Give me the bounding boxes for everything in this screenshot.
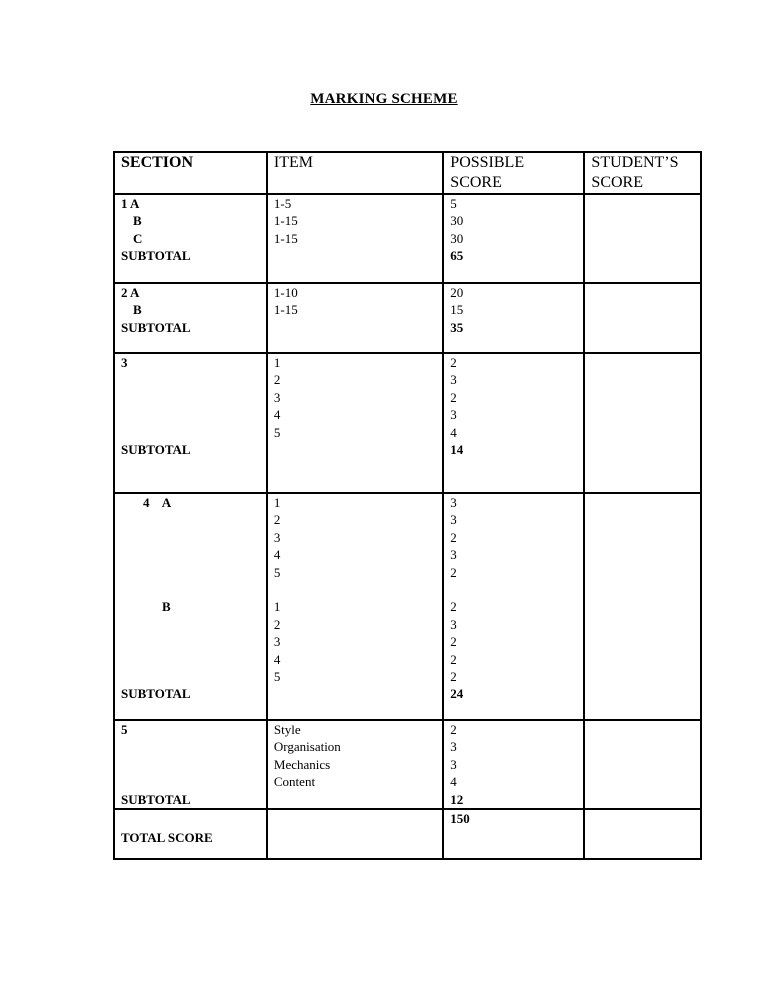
subtotal-label: SUBTOTAL <box>121 441 191 457</box>
section-cell <box>114 194 267 283</box>
item-value: 3 <box>273 529 281 545</box>
students-score-cell[interactable] <box>584 493 701 720</box>
possible-score-cell <box>443 283 584 353</box>
header-section: SECTION <box>114 152 267 194</box>
item-value: 1-10 <box>273 285 298 300</box>
section-cell <box>114 353 267 493</box>
marking-scheme-table <box>113 151 702 860</box>
score-value: 30 <box>450 230 464 246</box>
header-row <box>114 152 701 194</box>
item-value: 5 <box>273 564 281 580</box>
score-value: 4 <box>450 774 457 790</box>
section-label: 1 A <box>121 196 140 211</box>
item-value: Content <box>273 774 316 790</box>
subtotal-label: SUBTOTAL <box>121 248 191 264</box>
item-value: Mechanics <box>273 756 331 772</box>
score-value: 3 <box>450 407 457 423</box>
item-value: 2 <box>273 616 281 632</box>
score-value: 15 <box>450 302 464 318</box>
item-value: 5 <box>273 668 281 684</box>
table-row-section-1 <box>114 194 701 283</box>
score-value: 20 <box>450 285 464 300</box>
possible-score-cell <box>443 493 584 720</box>
section-label: B <box>133 302 142 318</box>
item-value: 1-15 <box>273 213 298 229</box>
score-value: 3 <box>450 616 457 632</box>
item-cell <box>267 809 443 859</box>
item-cell <box>267 194 443 283</box>
section-cell <box>114 493 267 720</box>
score-value: 2 <box>450 722 457 737</box>
total-score-value: 150 <box>450 811 470 826</box>
possible-score-cell <box>443 194 584 283</box>
students-score-cell[interactable] <box>584 809 701 859</box>
section-label: 2 A <box>121 285 140 300</box>
item-value: 1-15 <box>273 302 298 318</box>
section-label: 5 <box>121 722 128 737</box>
subtotal-value: 65 <box>450 248 464 264</box>
score-value: 2 <box>450 355 457 370</box>
subtotal-label: SUBTOTAL <box>121 686 191 702</box>
score-value: 5 <box>450 196 457 211</box>
item-value: Organisation <box>273 739 341 755</box>
header-item: ITEM <box>267 152 443 194</box>
score-value: 3 <box>450 372 457 388</box>
document-title: MARKING SCHEME <box>310 91 458 107</box>
score-value: 2 <box>450 668 457 684</box>
score-value: 2 <box>450 599 457 615</box>
score-value: 2 <box>450 389 457 405</box>
subtotal-value: 14 <box>450 441 464 457</box>
students-score-cell[interactable] <box>584 353 701 493</box>
table-row-section-3 <box>114 353 701 493</box>
students-score-cell[interactable] <box>584 720 701 809</box>
subtotal-value: 24 <box>450 686 464 702</box>
header-students-score: STUDENT’S SCORE <box>584 152 701 194</box>
section-label: 4 A <box>143 495 172 510</box>
item-cell <box>267 283 443 353</box>
possible-score-cell <box>443 809 584 859</box>
score-value: 2 <box>450 564 457 580</box>
item-cell <box>267 493 443 720</box>
section-cell <box>114 283 267 353</box>
score-value: 30 <box>450 213 464 229</box>
item-value: 1-15 <box>273 230 298 246</box>
subtotal-value: 35 <box>450 319 464 335</box>
table-row-total <box>114 809 701 859</box>
score-value: 3 <box>450 739 457 755</box>
score-value: 4 <box>450 424 457 440</box>
section-label: B <box>133 213 142 229</box>
possible-score-cell <box>443 353 584 493</box>
section-label: C <box>133 230 143 246</box>
table-row-section-4 <box>114 493 701 720</box>
score-value: 2 <box>450 529 457 545</box>
score-value: 3 <box>450 495 457 510</box>
item-value: 2 <box>273 372 281 388</box>
subtotal-label: SUBTOTAL <box>121 319 191 335</box>
score-value: 3 <box>450 512 457 528</box>
item-value: 3 <box>273 389 281 405</box>
table-row-section-5 <box>114 720 701 809</box>
subtotal-label: SUBTOTAL <box>121 791 191 807</box>
score-value: 2 <box>450 651 457 667</box>
item-cell <box>267 353 443 493</box>
subtotal-value: 12 <box>450 791 464 807</box>
students-score-cell[interactable] <box>584 283 701 353</box>
score-value: 3 <box>450 547 457 563</box>
table-row-section-2 <box>114 283 701 353</box>
score-value: 2 <box>450 634 457 650</box>
section-label: 3 <box>121 355 128 370</box>
section-cell <box>114 720 267 809</box>
item-value: 4 <box>273 407 281 423</box>
possible-score-cell <box>443 720 584 809</box>
item-value: 2 <box>273 512 281 528</box>
item-value: 1 <box>273 495 281 510</box>
section-cell <box>114 809 267 859</box>
item-value: 1-5 <box>273 196 292 211</box>
score-value: 3 <box>450 756 457 772</box>
header-possible-score: POSSIBLE SCORE <box>443 152 584 194</box>
item-value: 5 <box>273 424 281 440</box>
item-value: 1 <box>273 355 281 370</box>
item-value: 1 <box>273 599 281 615</box>
item-value: 4 <box>273 547 281 563</box>
item-value: 3 <box>273 634 281 650</box>
item-value: Style <box>273 722 301 737</box>
total-score-label: TOTAL SCORE <box>121 830 213 845</box>
students-score-cell[interactable] <box>584 194 701 283</box>
item-cell <box>267 720 443 809</box>
item-value: 4 <box>273 651 281 667</box>
section-label: B <box>162 599 171 615</box>
